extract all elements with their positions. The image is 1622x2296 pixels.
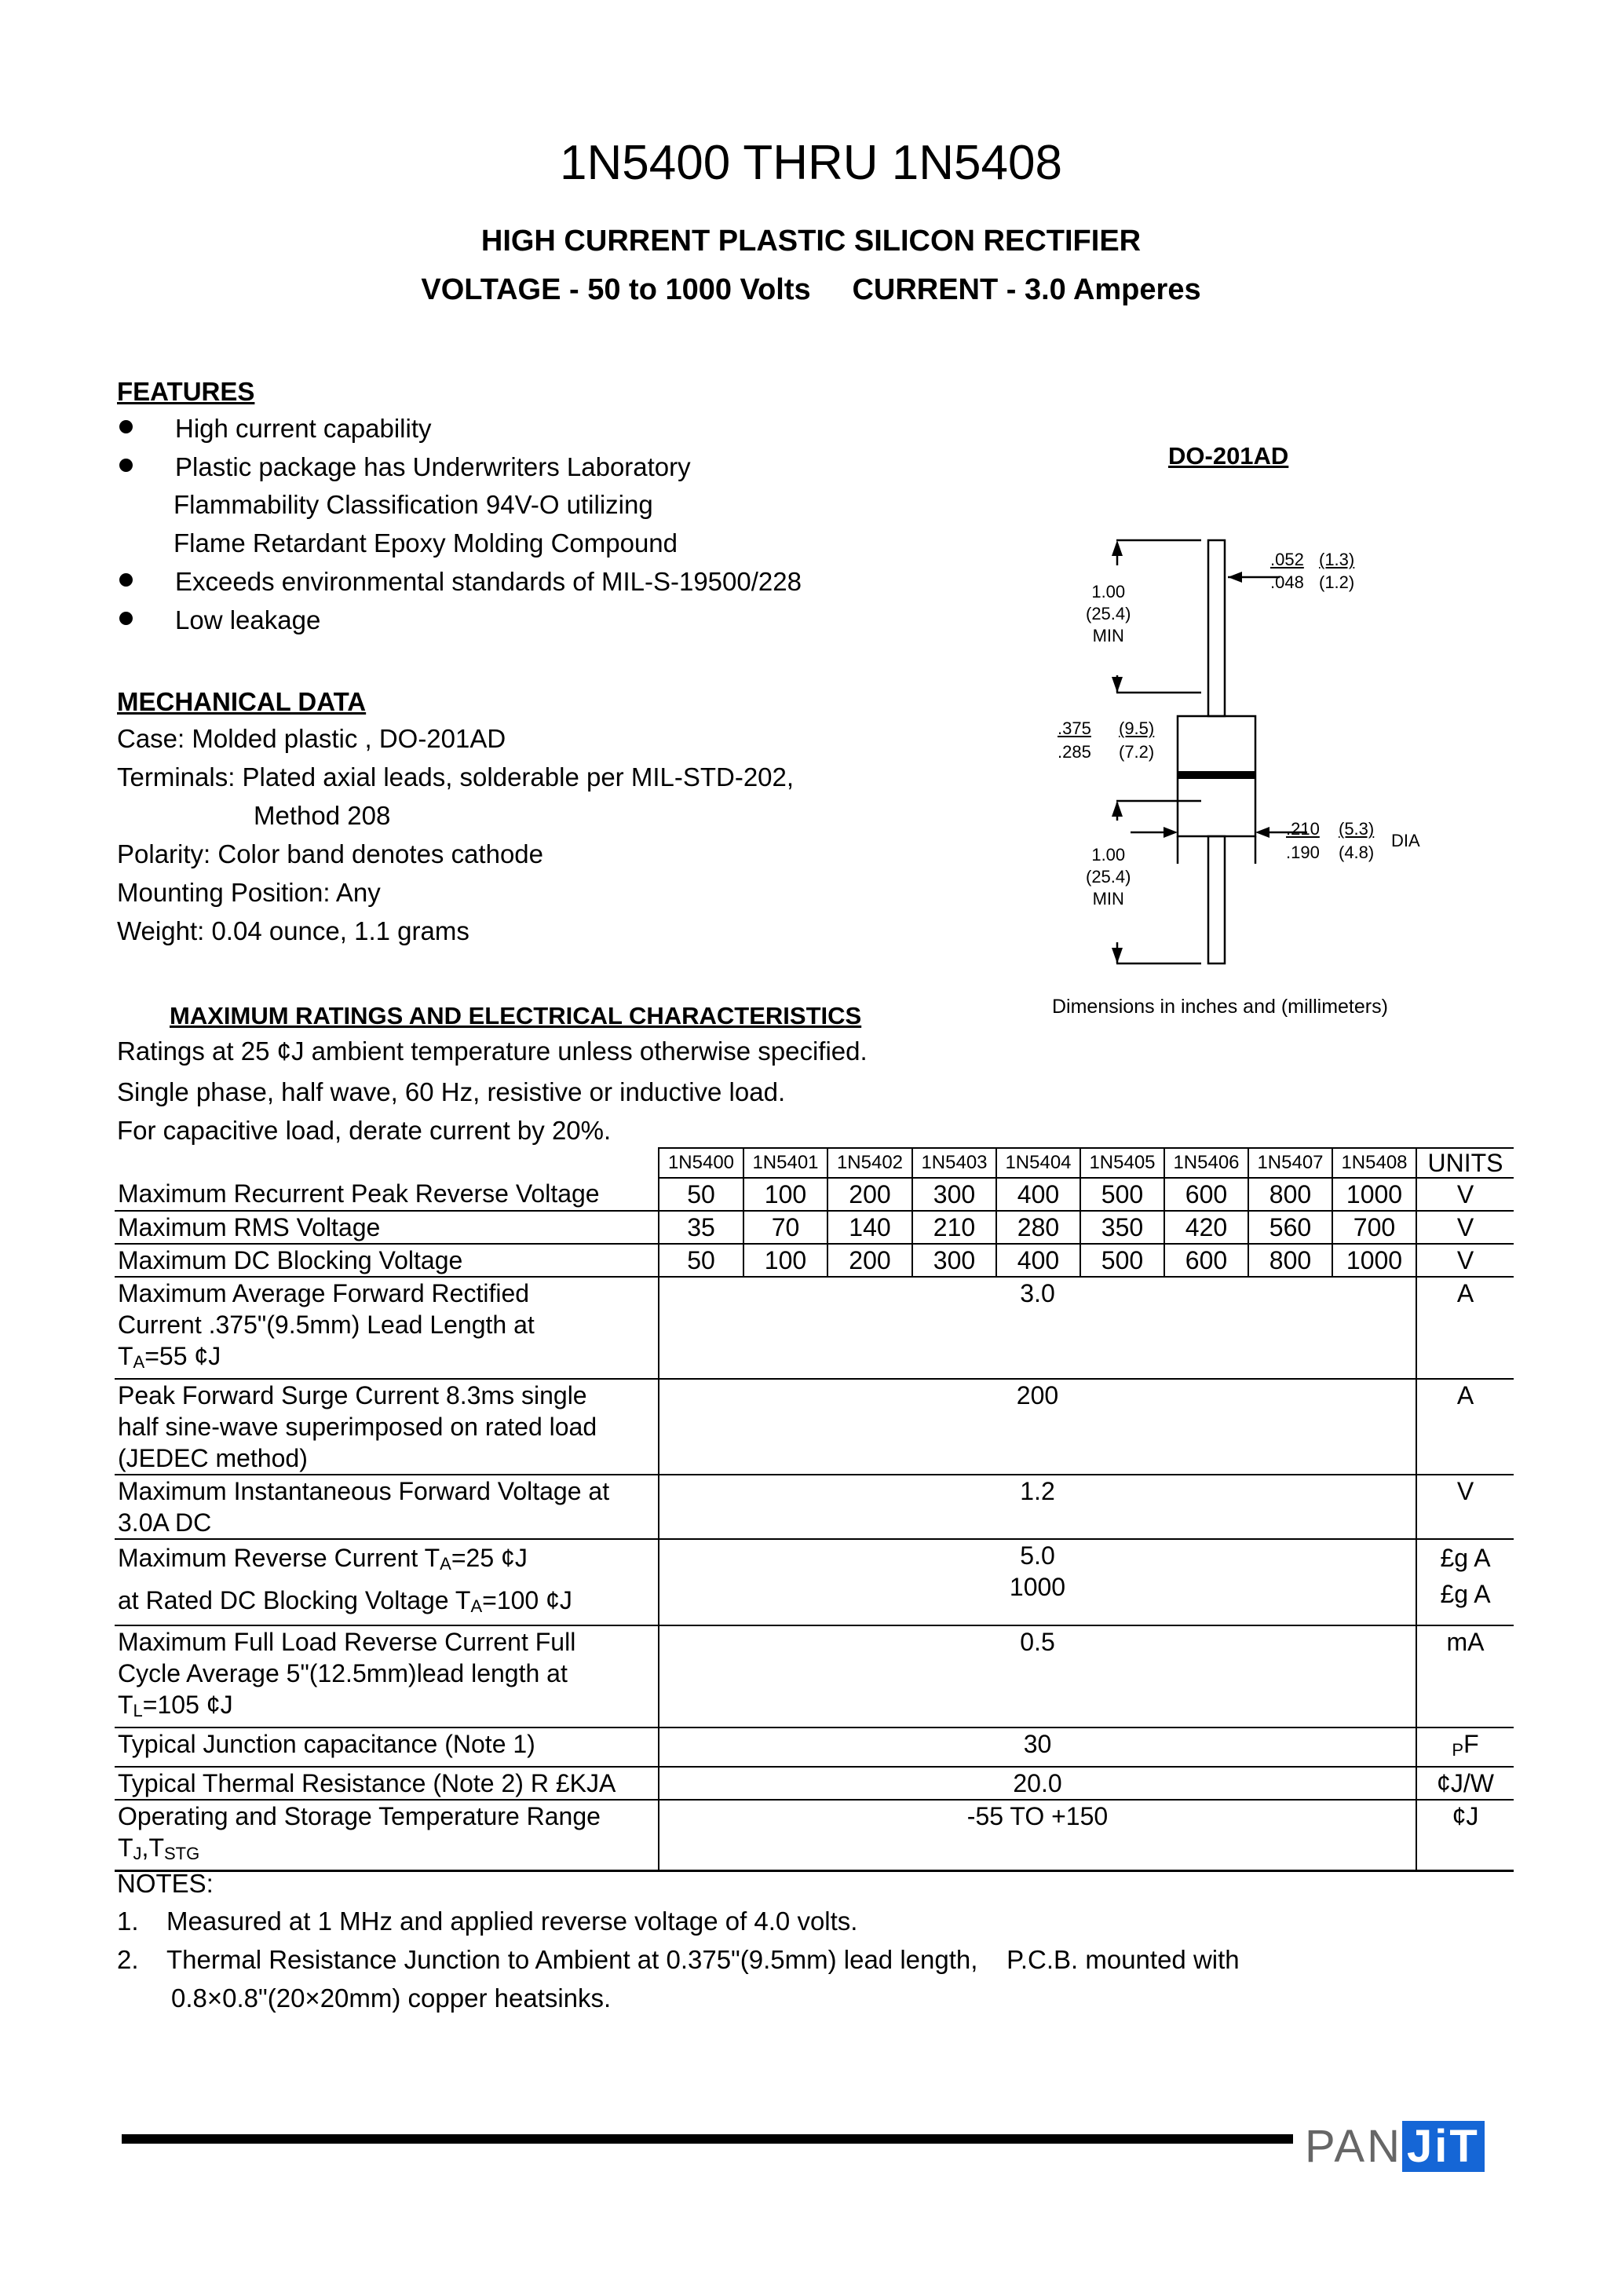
ratings-note: Ratings at 25 ¢J ambient temperature unless otherwise specified. [117,1036,868,1066]
table-row-tj [115,1800,1514,1871]
bullet-icon [119,612,133,625]
note-number: 2. [117,1945,139,1974]
cell-value: 560 [1248,1211,1332,1244]
mechanical-heading: MECHANICAL DATA [117,687,367,716]
cell-value: 50 [659,1244,743,1277]
notes-heading: NOTES: [117,1869,214,1898]
part-number-header: 1N5407 [1248,1148,1332,1178]
cell-value: 100 [743,1244,827,1277]
cell-unit: ¢J [1416,1800,1514,1871]
row-label: Typical Junction capacitance (Note 1) [115,1727,659,1767]
mechanical-item: Weight: 0.04 ounce, 1.1 grams [117,916,469,945]
cell-value: 1000 [1332,1244,1416,1277]
body-length-inches: .375 .285 [1058,718,1091,762]
upper-lead [1208,540,1225,716]
row-label: Maximum Reverse Current $T_A=25$ ¢J at Rated DC Blocking Voltage $T_A=100$ ¢J [115,1539,659,1625]
cell-value: 400 [996,1178,1080,1211]
cell-value: 600 [1164,1178,1248,1211]
voltage-range: VOLTAGE - 50 to 1000 Volts [421,273,811,306]
cell-value: 400 [996,1244,1080,1277]
cell-value: 0.5 [659,1625,1416,1727]
lead-diameter-mm: (1.3) (1.2) [1319,550,1355,592]
subtitle: HIGH CURRENT PLASTIC SILICON RECTIFIER [480,225,1142,258]
cell-value: 30 [659,1727,1416,1767]
cell-unit: V [1416,1178,1514,1211]
cell-unit: V [1416,1475,1514,1539]
feature-item-continued: Flame Retardant Epoxy Molding Compound [174,528,678,558]
cell-value: 35 [659,1211,743,1244]
table-row-cj [115,1727,1514,1767]
part-number-header: 1N5405 [1080,1148,1164,1178]
rating-summary [0,273,1622,307]
cell-value: 200 [659,1379,1416,1475]
bullet-icon [119,459,133,472]
table-row-irfl [115,1625,1514,1727]
units-header: UNITS [1416,1148,1514,1178]
cell-value: 700 [1332,1211,1416,1244]
table-row-rth [115,1767,1514,1800]
cell-value: 3.0 [659,1277,1416,1379]
cell-unit: ¢J/W [1416,1767,1514,1800]
body-diameter-inches: .210 .190 [1286,819,1320,862]
cell-unit: V [1416,1211,1514,1244]
cathode-band [1178,771,1255,779]
table-row-vrrm [115,1178,1514,1211]
mechanical-item: Polarity: Color band denotes cathode [117,839,544,868]
cell-value: 50 [659,1178,743,1211]
mechanical-item-continued: Method 208 [254,801,391,830]
cell-unit: A [1416,1277,1514,1379]
cell-value: 100 [743,1178,827,1211]
part-number-header: 1N5406 [1164,1148,1248,1178]
page-title: 1N5400 THRU 1N5408 [560,136,1062,190]
row-label: Maximum DC Blocking Voltage [115,1244,659,1277]
table-row-vdc [115,1244,1514,1277]
cell-value: 600 [1164,1244,1248,1277]
cell-unit: V [1416,1244,1514,1277]
cell-value: 200 [827,1178,912,1211]
row-label: Operating and Storage Temperature Range $T_J,T_{STG}$ [115,1800,659,1871]
ratings-heading: MAXIMUM RATINGS AND ELECTRICAL CHARACTERISTICS [170,1002,862,1029]
part-number-header: 1N5403 [912,1148,996,1178]
part-number-header: 1N5402 [827,1148,912,1178]
bullet-icon [119,573,133,587]
cell-unit: A [1416,1379,1514,1475]
cell-value: 1.2 [659,1475,1416,1539]
part-number-header: 1N5401 [743,1148,827,1178]
cell-value: 500 [1080,1244,1164,1277]
feature-item-continued: Flammability Classification 94V-O utilizing [174,490,653,519]
cell-unit: £g A £g A [1416,1539,1514,1625]
row-label: Maximum Recurrent Peak Reverse Voltage [115,1178,659,1211]
cell-value: 1000 [1332,1178,1416,1211]
note-number: 1. [117,1907,139,1936]
cell-value: 5.0 1000 [659,1539,1416,1625]
cell-value: 210 [912,1211,996,1244]
note-text: Thermal Resistance Junction to Ambient at 0.375"(9.5mm) lead length, P.C.B. mounted with [166,1945,1240,1974]
footer-rule [122,2134,1293,2144]
cell-value: 20.0 [659,1767,1416,1800]
table-row-vrms [115,1211,1514,1244]
row-label: Maximum Full Load Reverse Current Full Cycle Average 5"(12.5mm)lead length at $T_L=105$ ¢J [115,1625,659,1727]
table-header-row [115,1148,1514,1178]
cell-unit: $_P$F [1416,1727,1514,1767]
cell-value: 350 [1080,1211,1164,1244]
lead-diameter-inches: .052 .048 [1270,550,1304,592]
dia-label: DIA [1391,831,1420,850]
part-number-header: 1N5404 [996,1148,1080,1178]
part-number-header: 1N5400 [659,1148,743,1178]
row-label: Peak Forward Surge Current 8.3ms single half sine-wave superimposed on rated load (JEDEC method) [115,1379,659,1475]
package-title: DO-201AD [1168,442,1289,470]
bullet-icon [119,420,133,433]
ratings-note: For capacitive load, derate current by 20%. [117,1116,612,1145]
mechanical-item: Mounting Position: Any [117,878,381,907]
cell-unit: mA [1416,1625,1514,1727]
mechanical-item: Terminals: Plated axial leads, solderable per MIL-STD-202, [117,762,795,792]
table-row-ir [115,1539,1514,1625]
features-heading: FEATURES [117,377,255,406]
row-label: Maximum Average Forward Rectified Current .375"(9.5mm) Lead Length at $T_A=55$ ¢J [115,1277,659,1379]
table-row-ifav [115,1277,1514,1379]
dimensions-caption: Dimensions in inches and (millimeters) [1052,996,1388,1018]
current-rating: CURRENT - 3.0 Amperes [852,273,1201,306]
cell-value: 300 [912,1244,996,1277]
panjit-logo: PAN JiT [1305,2120,1485,2173]
cell-value: 800 [1248,1178,1332,1211]
feature-item: Low leakage [175,605,321,634]
lead-length-upper: 1.00 (25.4) MIN [1086,582,1131,645]
cell-value: 500 [1080,1178,1164,1211]
table-row-ifsm [115,1379,1514,1475]
cell-value: 70 [743,1211,827,1244]
part-number-header: 1N5408 [1332,1148,1416,1178]
feature-item: Plastic package has Underwriters Laboratory [175,452,691,481]
cell-value: 300 [912,1178,996,1211]
cell-value: 200 [827,1244,912,1277]
lead-length-lower: 1.00 (25.4) MIN [1086,845,1131,909]
ratings-note: Single phase, half wave, 60 Hz, resistive or inductive load. [117,1077,786,1106]
row-label: Maximum Instantaneous Forward Voltage at 3.0A DC [115,1475,659,1539]
row-label: Maximum RMS Voltage [115,1211,659,1244]
body-diameter-mm: (5.3) (4.8) [1339,819,1375,862]
mechanical-item: Case: Molded plastic , DO-201AD [117,724,506,753]
table-row-vf [115,1475,1514,1539]
cell-value: 800 [1248,1244,1332,1277]
cell-value: 280 [996,1211,1080,1244]
feature-item: High current capability [175,414,432,443]
note-text: Measured at 1 MHz and applied reverse voltage of 4.0 volts. [166,1907,858,1936]
note-text-continued: 0.8×0.8"(20×20mm) copper heatsinks. [171,1983,612,2013]
cell-value: -55 TO +150 [659,1800,1416,1871]
row-label: Typical Thermal Resistance (Note 2) R £KJA [115,1767,659,1800]
lower-lead [1208,836,1225,963]
feature-item: Exceeds environmental standards of MIL-S-19500/228 [175,567,802,596]
header-blank [115,1148,659,1178]
characteristics-table [115,1147,1514,1872]
cell-value: 140 [827,1211,912,1244]
body-length-mm: (9.5) (7.2) [1119,718,1155,762]
cell-value: 420 [1164,1211,1248,1244]
